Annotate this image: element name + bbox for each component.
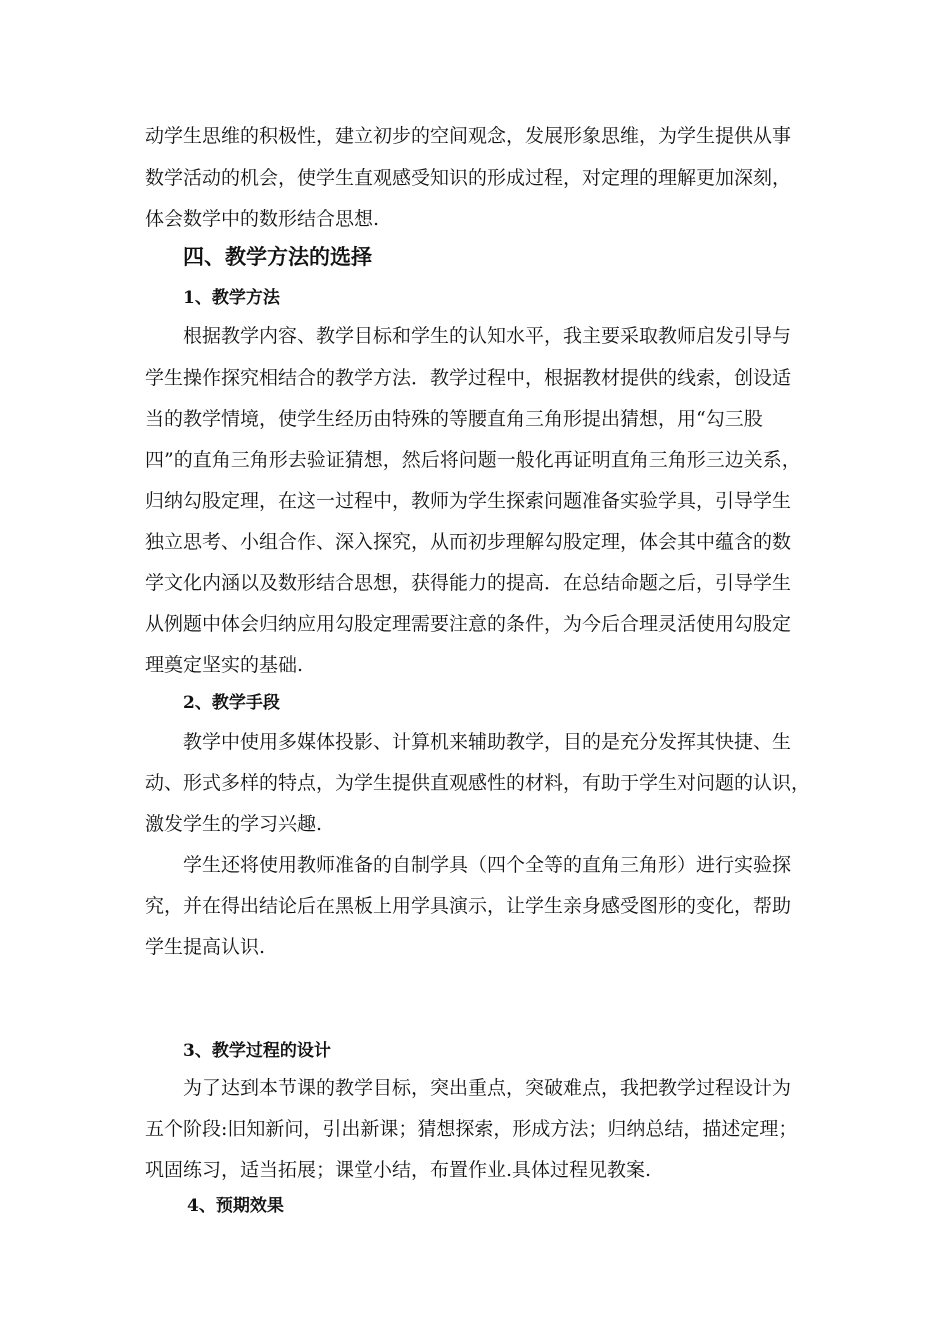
method-line-4: 四”的直角三角形去验证猜想，然后将问题一般化再证明直角三角形三边关系， <box>145 449 801 471</box>
subsection-heading-1: 1、教学方法 <box>183 288 280 308</box>
means-line-1: 教学中使用多媒体投影、计算机来辅助教学，目的是充分发挥其快捷、生 <box>183 731 792 753</box>
means-line-3: 激发学生的学习兴趣. <box>145 813 323 835</box>
means-line-5: 究，并在得出结论后在黑板上用学具演示，让学生亲身感受图形的变化，帮助 <box>145 895 792 917</box>
method-line-9: 理奠定坚实的基础. <box>145 654 304 676</box>
intro-line-3: 体会数学中的数形结合思想. <box>145 208 380 230</box>
subsection-heading-4: 4、预期效果 <box>187 1196 284 1216</box>
intro-line-2: 数学活动的机会，使学生直观感受知识的形成过程，对定理的理解更加深刻， <box>145 167 792 189</box>
method-line-7: 学文化内涵以及数形结合思想，获得能力的提高．在总结命题之后，引导学生 <box>145 572 792 594</box>
method-line-8: 从例题中体会归纳应用勾股定理需要注意的条件，为今后合理灵活使用勾股定 <box>145 613 792 635</box>
method-line-5: 归纳勾股定理，在这一过程中，教师为学生探索问题准备实验学具，引导学生 <box>145 490 792 512</box>
process-line-1: 为了达到本节课的教学目标，突出重点，突破难点，我把教学过程设计为 <box>183 1077 792 1099</box>
means-line-2: 动、形式多样的特点，为学生提供直观感性的材料，有助于学生对问题的认识， <box>145 772 811 794</box>
means-line-4: 学生还将使用教师准备的自制学具（四个全等的直角三角形）进行实验探 <box>183 854 792 876</box>
means-line-6: 学生提高认识. <box>145 936 266 958</box>
intro-line-1: 动学生思维的积极性，建立初步的空间观念，发展形象思维，为学生提供从事 <box>145 125 792 147</box>
method-line-6: 独立思考、小组合作、深入探究，从而初步理解勾股定理，体会其中蕴含的数 <box>145 531 792 553</box>
process-line-2: 五个阶段:旧知新问，引出新课；猜想探索，形成方法；归纳总结，描述定理； <box>145 1118 798 1140</box>
subsection-heading-3: 3、教学过程的设计 <box>183 1041 331 1061</box>
method-line-1: 根据教学内容、教学目标和学生的认知水平，我主要采取教师启发引导与 <box>183 325 792 347</box>
subsection-heading-2: 2、教学手段 <box>183 693 280 713</box>
method-line-3: 当的教学情境，使学生经历由特殊的等腰直角三角形提出猜想，用“勾三股 <box>145 408 763 430</box>
method-line-2: 学生操作探究相结合的教学方法．教学过程中，根据教材提供的线索，创设适 <box>145 367 792 389</box>
process-line-3: 巩固练习，适当拓展；课堂小结，布置作业.具体过程见教案. <box>145 1159 652 1181</box>
section-heading: 四、教学方法的选择 <box>183 244 372 269</box>
